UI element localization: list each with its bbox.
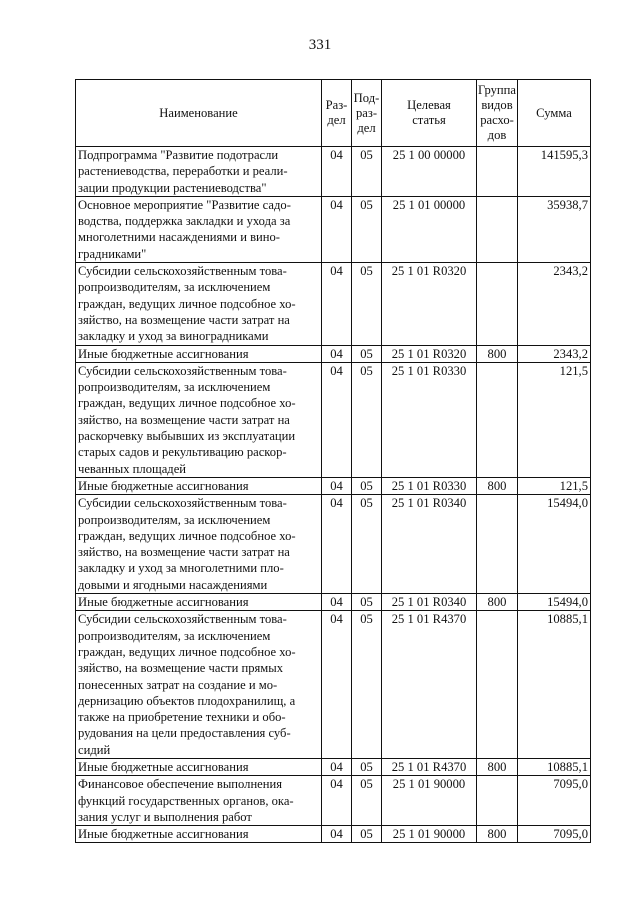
row-group	[477, 362, 518, 477]
row-sum: 35938,7	[518, 196, 591, 262]
row-target: 25 1 01 90000	[382, 826, 477, 843]
row-sum: 15494,0	[518, 594, 591, 611]
row-target: 25 1 01 R0330	[382, 362, 477, 477]
row-name: Иные бюджетные ассигнования	[76, 345, 322, 362]
row-razdel: 04	[322, 263, 352, 345]
row-group	[477, 147, 518, 197]
table-row	[76, 611, 591, 759]
row-podrazdel: 05	[352, 776, 382, 826]
row-target: 25 1 01 R0340	[382, 495, 477, 594]
row-podrazdel: 05	[352, 196, 382, 262]
row-group	[477, 776, 518, 826]
row-name: Основное мероприятие "Развитие садо- водства, поддержка закладки и ухода за многолетними насаждениями и вино- градниками"	[76, 196, 322, 262]
row-name: Субсидии сельскохозяйственным това- ропроизводителям, за исключением граждан, ведущих личное подсобное хо- зяйство, на возмещение части затрат на закладку и уход за виноградниками	[76, 263, 322, 345]
table-row	[76, 263, 591, 345]
row-sum: 10885,1	[518, 611, 591, 759]
row-group	[477, 263, 518, 345]
row-target: 25 1 01 90000	[382, 776, 477, 826]
table-row	[76, 826, 591, 843]
row-podrazdel: 05	[352, 345, 382, 362]
row-sum: 10885,1	[518, 758, 591, 775]
row-group: 800	[477, 345, 518, 362]
header-name: Наименование	[76, 80, 322, 147]
row-group: 800	[477, 826, 518, 843]
table-row	[76, 594, 591, 611]
row-razdel: 04	[322, 594, 352, 611]
row-sum: 7095,0	[518, 776, 591, 826]
table-row	[76, 758, 591, 775]
row-target: 25 1 01 R0320	[382, 263, 477, 345]
row-razdel: 04	[322, 196, 352, 262]
row-podrazdel: 05	[352, 263, 382, 345]
row-sum: 7095,0	[518, 826, 591, 843]
row-name: Иные бюджетные ассигнования	[76, 594, 322, 611]
row-name: Субсидии сельскохозяйственным това- ропроизводителям, за исключением граждан, ведущих личное подсобное хо- зяйство, на возмещение части затрат на закладку и уход за многолетними пло- довыми и ягодными насаждениями	[76, 495, 322, 594]
budget-table	[75, 79, 591, 843]
row-podrazdel: 05	[352, 495, 382, 594]
row-name: Подпрограмма "Развитие подотрасли растениеводства, переработки и реали- зации продукции растениеводства"	[76, 147, 322, 197]
row-sum: 15494,0	[518, 495, 591, 594]
row-target: 25 1 00 00000	[382, 147, 477, 197]
row-razdel: 04	[322, 345, 352, 362]
row-group	[477, 495, 518, 594]
page-number: 331	[308, 37, 332, 53]
row-razdel: 04	[322, 477, 352, 494]
row-group	[477, 196, 518, 262]
row-name: Субсидии сельскохозяйственным това- ропроизводителям, за исключением граждан, ведущих личное подсобное хо- зяйство, на возмещение части затрат на раскорчевку выбывших из эксплуатации старых садов и рекультивацию раскор- чеванных площадей	[76, 362, 322, 477]
header-target: Целевая статья	[382, 80, 477, 147]
table-header-row	[76, 80, 591, 147]
row-name: Иные бюджетные ассигнования	[76, 826, 322, 843]
row-razdel: 04	[322, 362, 352, 477]
table-row	[76, 776, 591, 826]
row-razdel: 04	[322, 776, 352, 826]
row-target: 25 1 01 R4370	[382, 758, 477, 775]
row-name: Финансовое обеспечение выполнения функций государственных органов, ока- зания услуг и выполнения работ	[76, 776, 322, 826]
row-sum: 2343,2	[518, 263, 591, 345]
row-podrazdel: 05	[352, 477, 382, 494]
row-razdel: 04	[322, 826, 352, 843]
row-group	[477, 611, 518, 759]
row-razdel: 04	[322, 495, 352, 594]
row-podrazdel: 05	[352, 826, 382, 843]
row-sum: 121,5	[518, 477, 591, 494]
header-razdel: Раз- дел	[322, 80, 352, 147]
row-podrazdel: 05	[352, 362, 382, 477]
row-razdel: 04	[322, 147, 352, 197]
row-razdel: 04	[322, 758, 352, 775]
row-name: Иные бюджетные ассигнования	[76, 477, 322, 494]
row-target: 25 1 01 R4370	[382, 611, 477, 759]
row-target: 25 1 01 00000	[382, 196, 477, 262]
table-row	[76, 477, 591, 494]
table-row	[76, 196, 591, 262]
header-podrazdel: Под- раз- дел	[352, 80, 382, 147]
row-razdel: 04	[322, 611, 352, 759]
row-podrazdel: 05	[352, 594, 382, 611]
header-sum: Сумма	[518, 80, 591, 147]
row-podrazdel: 05	[352, 758, 382, 775]
row-sum: 121,5	[518, 362, 591, 477]
row-podrazdel: 05	[352, 147, 382, 197]
row-name: Субсидии сельскохозяйственным това- ропроизводителям, за исключением граждан, ведущих личное подсобное хо- зяйство, на возмещение части прямых понесенных затрат на создание и мо- дернизацию объектов плодохранилищ, а также на приобретение техники и обо- рудования на цели предоставления суб- сидий	[76, 611, 322, 759]
row-target: 25 1 01 R0330	[382, 477, 477, 494]
row-podrazdel: 05	[352, 611, 382, 759]
table-body	[76, 147, 591, 843]
table-row	[76, 495, 591, 594]
table-row	[76, 362, 591, 477]
table-row	[76, 147, 591, 197]
row-group: 800	[477, 758, 518, 775]
row-target: 25 1 01 R0320	[382, 345, 477, 362]
row-sum: 141595,3	[518, 147, 591, 197]
table-row	[76, 345, 591, 362]
row-name: Иные бюджетные ассигнования	[76, 758, 322, 775]
row-group: 800	[477, 594, 518, 611]
header-group: Группа видов расхо- дов	[477, 80, 518, 147]
row-sum: 2343,2	[518, 345, 591, 362]
row-target: 25 1 01 R0340	[382, 594, 477, 611]
row-group: 800	[477, 477, 518, 494]
